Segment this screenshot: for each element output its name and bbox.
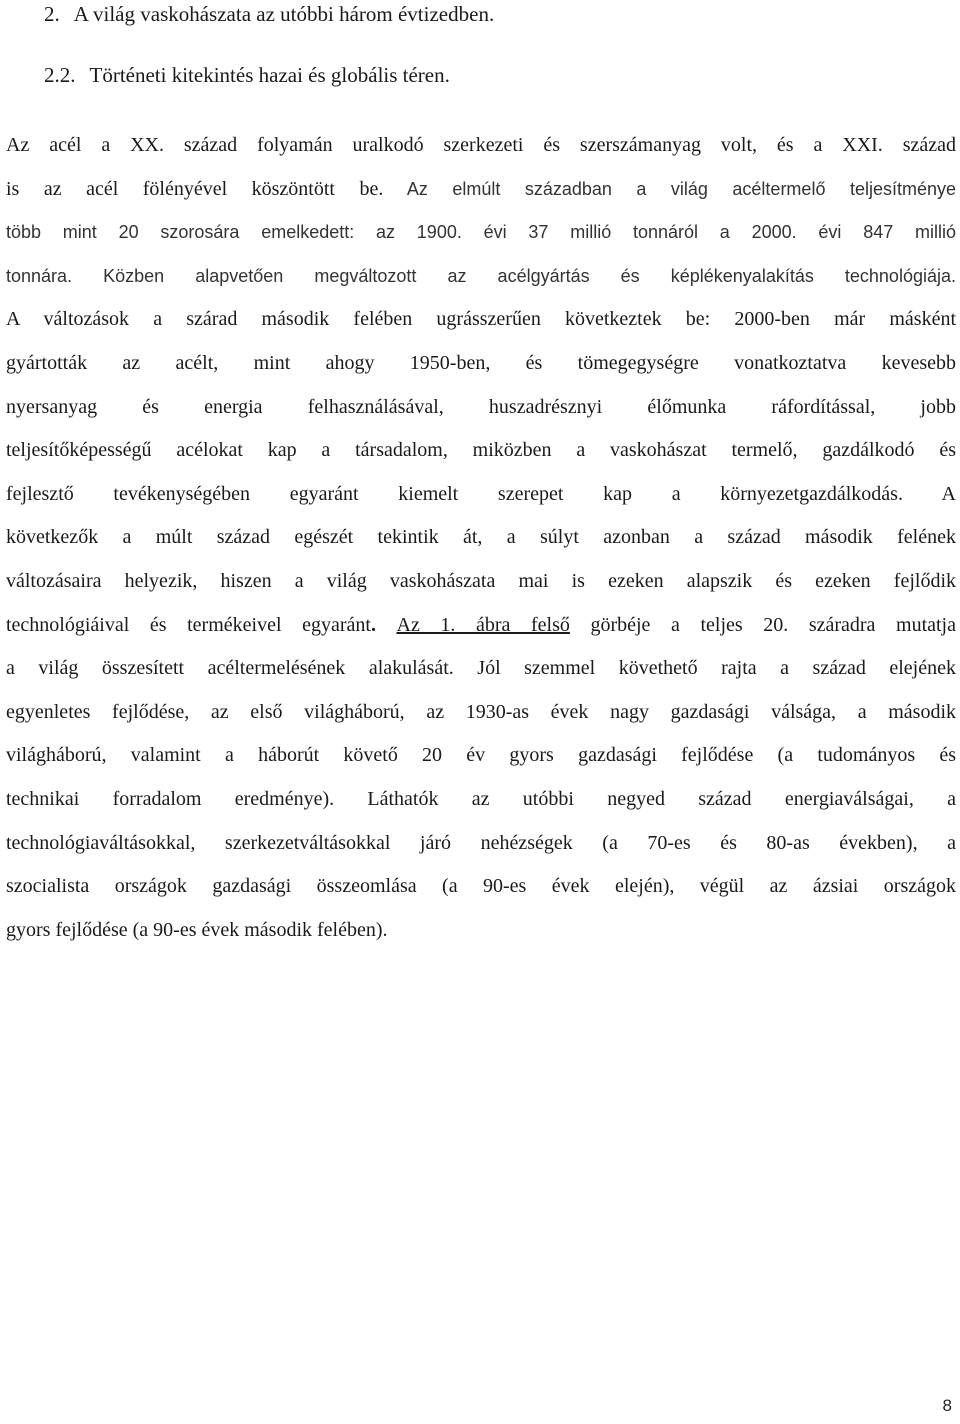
text-line-4: tonnára. Közben alapvetően megváltozott az acélgyártás és képlékenyalakítás technológiája.: [6, 265, 956, 286]
text-line-17: technológiaváltásokkal, szerkezetváltásokkal járó nehézségek (a 70-es és 80-as években), a: [6, 831, 956, 854]
text-line-10: következők a múlt század egészét tekintik át, a súlyt azonban a század második felének: [6, 526, 956, 549]
body-paragraph: [6, 124, 956, 952]
text-line-9: fejlesztő tevékenységében egyaránt kiemelt szerepet kap a környezetgazdálkodás. A: [6, 482, 956, 505]
section-heading: [44, 63, 450, 88]
text-line-3: több mint 20 szorosára emelkedett: az 1900. évi 37 millió tonnáról a 2000. évi 847 millió: [6, 222, 956, 243]
text-line-8: teljesítőképességű acélokat kap a társadalom, miközben a vaskohászat termelő, gazdálkodó és: [6, 439, 956, 462]
chapter-title: A világ vaskohászata az utóbbi három évtizedben.: [73, 2, 495, 26]
text-line-12: technológiáival és termékeivel egyaránt. Az 1. ábra felső görbéje a teljes 20. száradra mutatja: [6, 613, 956, 636]
text-line-18: szocialista országok gazdasági összeomlása (a 90-es évek elején), végül az ázsiai országok: [6, 875, 956, 898]
text-line-7: nyersanyag és energia felhasználásával, huszadrésznyi élőmunka ráfordítással, jobb: [6, 395, 956, 418]
text-line-1: Az acél a XX. század folyamán uralkodó szerkezeti és szerszámanyag volt, és a XXI. század: [6, 134, 956, 156]
text-line-2: is az acél fölényével köszöntött be. Az elmúlt században a világ acéltermelő teljesítménye: [6, 177, 956, 200]
text-line-15: világháború, valamint a háborút követő 20 év gyors gazdasági fejlődése (a tudományos és: [6, 744, 956, 767]
text-line-19: gyors fejlődése (a 90-es évek második felében).: [6, 918, 388, 941]
chapter-number: 2.: [44, 2, 60, 26]
chapter-heading: [44, 2, 494, 27]
text-line-5: A változások a szárad második felében ugrásszerűen következtek be: 2000-ben már másként: [6, 308, 956, 331]
text-line-14: egyenletes fejlődése, az első világháború, az 1930-as évek nagy gazdasági válsága, a második: [6, 700, 956, 723]
text-line-6: gyártották az acélt, mint ahogy 1950-ben, és tömegegységre vonatkoztatva kevesebb: [6, 351, 956, 374]
section-number: 2.2.: [44, 63, 76, 87]
section-title: Történeti kitekintés hazai és globális téren.: [89, 63, 450, 87]
figure-reference-link: Az 1. ábra felső: [396, 613, 570, 636]
text-line-13: a világ összesített acéltermelésének alakulását. Jól szemmel követhető rajta a század elejének: [6, 657, 956, 680]
text-line-16: technikai forradalom eredménye). Láthatók az utóbbi negyed század energiaválságai, a: [6, 787, 956, 810]
text-line-11: változásaira helyezik, hiszen a világ vaskohászata mai is ezeken alapszik és ezeken fejlődik: [6, 569, 956, 592]
page-number: 8: [942, 1396, 952, 1415]
